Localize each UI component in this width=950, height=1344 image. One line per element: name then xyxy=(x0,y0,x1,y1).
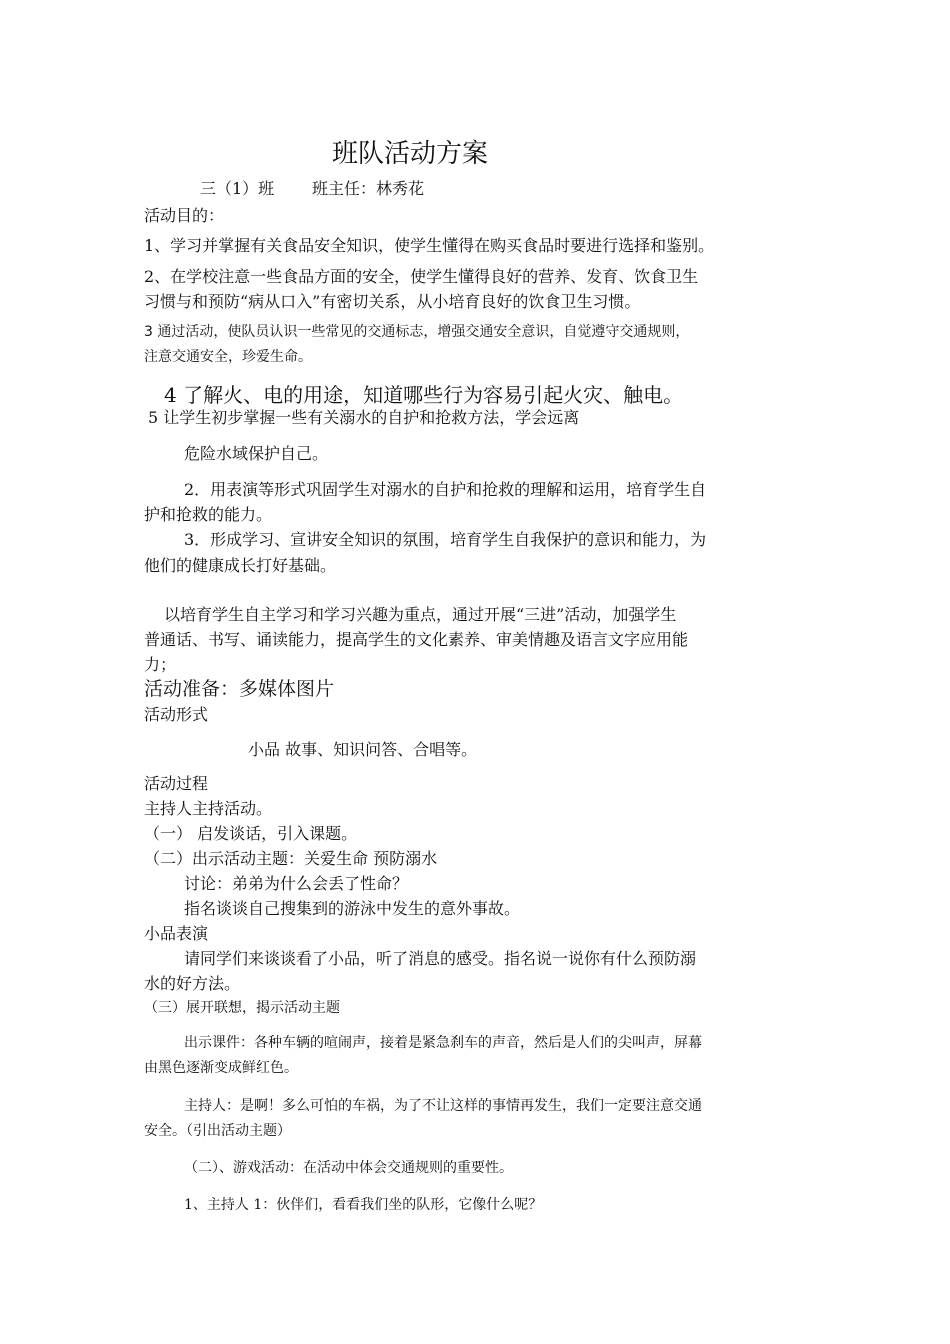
goal-5-line-2: 危险水域保护自己。 xyxy=(184,444,329,463)
game-line: （二）、游戏活动：在活动中体会交通规则的重要性。 xyxy=(184,1160,513,1176)
goal-4: 4 了解火、电的用途，知道哪些行为容易引起火灾、触电。 xyxy=(164,383,684,407)
class-label: 三（1）班 xyxy=(200,179,275,198)
point-3-line-2: 他们的健康成长打好基础。 xyxy=(144,556,337,575)
point-4-line-3: 力； xyxy=(144,655,177,674)
process-heading: 活动过程 xyxy=(144,774,209,793)
teacher-label: 班主任：林秀花 xyxy=(312,179,425,198)
goal-2-line-2: 习惯与和预防“病从口入”有密切关系，从小培育良好的饮食卫生习惯。 xyxy=(144,292,641,311)
step-2: （二）出示活动主题：关爱生命 预防溺水 xyxy=(144,849,438,868)
form-content: 小品 故事、知识问答、合唱等。 xyxy=(248,740,478,759)
goal-2-line-1: 2、在学校注意一些食品方面的安全，使学生懂得良好的营养、发育、饮食卫生 xyxy=(144,267,699,286)
discuss-line: 讨论：弟弟为什么会丢了性命？ xyxy=(184,874,409,893)
point-3-line-1: 3．形成学习、宣讲安全知识的氛围，培育学生自我保护的意识和能力，为 xyxy=(184,530,707,549)
form-heading: 活动形式 xyxy=(144,705,209,724)
courseware-line-1: 出示课件：各种车辆的喧闹声，接着是紧急刹车的声音，然后是人们的尖叫声，屏幕 xyxy=(184,1035,702,1051)
host-speech-line-1: 主持人：是啊！多么可怕的车祸，为了不让这样的事情再发生，我们一定要注意交通 xyxy=(184,1098,702,1114)
host1-line: 1、主持人 1：伙伴们，看看我们坐的队形，它像什么呢？ xyxy=(184,1197,543,1213)
host-speech-line-2: 安全。（引出活动主题） xyxy=(144,1123,291,1139)
goal-heading: 活动目的： xyxy=(144,206,225,225)
courseware-line-2: 由黑色逐渐变成鲜红色。 xyxy=(144,1060,298,1076)
point-4-line-2: 普通话、书写、诵读能力，提高学生的文化素养、审美情趣及语言文字应用能 xyxy=(144,630,689,649)
point-2-line-2: 护和抢救的能力。 xyxy=(144,505,273,524)
ask-line: 指名谈谈自己搜集到的游泳中发生的意外事故。 xyxy=(184,899,521,918)
skit-line-2: 水的好方法。 xyxy=(144,974,241,993)
goal-3-line-1: 3 通过活动，使队员认识一些常见的交通标志，增强交通安全意识，自觉遵守交通规则， xyxy=(144,324,690,340)
point-2-line-1: 2．用表演等形式巩固学生对溺水的自护和抢救的理解和运用，培育学生自 xyxy=(184,480,707,499)
step-3: （三）展开联想，揭示活动主题 xyxy=(144,1000,340,1016)
goal-5-line-1: 5 让学生初步掌握一些有关溺水的自护和抢救方法，学会远离 xyxy=(148,408,580,427)
goal-1: 1、学习并掌握有关食品安全知识，使学生懂得在购买食品时要进行选择和鉴别。 xyxy=(144,236,715,255)
goal-3-line-2: 注意交通安全，珍爱生命。 xyxy=(144,349,312,365)
point-4-line-1: 以培育学生自主学习和学习兴趣为重点，通过开展“三进”活动，加强学生 xyxy=(164,605,677,624)
skit-line-1: 请同学们来谈谈看了小品，听了消息的感受。指名说一说你有什么预防溺 xyxy=(184,949,697,968)
host-line: 主持人主持活动。 xyxy=(144,799,273,818)
document-title: 班队活动方案 xyxy=(332,139,489,169)
skit-heading: 小品表演 xyxy=(144,924,209,943)
step-1: （一） 启发谈话，引入课题。 xyxy=(144,824,358,843)
prep-heading: 活动准备：多媒体图片 xyxy=(144,678,335,700)
